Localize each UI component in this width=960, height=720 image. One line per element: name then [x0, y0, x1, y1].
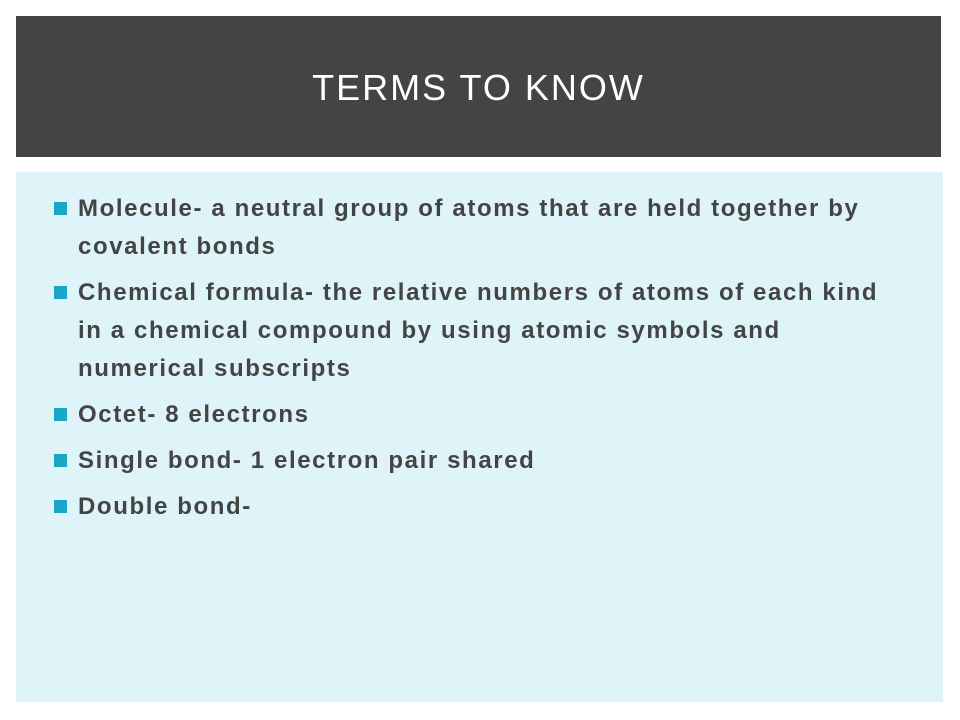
- bullet-item-octet: [54, 396, 903, 434]
- bullet-item-single-bond: [54, 442, 903, 480]
- bullet-item-molecule: [54, 190, 903, 266]
- bullet-text: Octet- 8 electrons: [78, 401, 310, 428]
- content-panel: [16, 172, 943, 702]
- square-bullet-icon: [54, 500, 67, 513]
- square-bullet-icon: [54, 202, 67, 215]
- bullet-item-double-bond: [54, 488, 903, 526]
- bullet-text: Chemical formula- the relative numbers of atoms of each kind in a chemical compound by using atomic symbols and numerical subscripts: [78, 279, 879, 382]
- title-band: [16, 16, 941, 157]
- bullet-text: Single bond- 1 electron pair shared: [78, 447, 536, 474]
- bullet-item-chemical-formula: [54, 274, 903, 388]
- square-bullet-icon: [54, 408, 67, 421]
- square-bullet-icon: [54, 286, 67, 299]
- bullet-list: [16, 172, 943, 526]
- bullet-text: Double bond-: [78, 493, 252, 520]
- bullet-text: Molecule- a neutral group of atoms that are held together by covalent bonds: [78, 195, 860, 260]
- square-bullet-icon: [54, 454, 67, 467]
- slide-title: TERMS TO KNOW: [312, 66, 645, 108]
